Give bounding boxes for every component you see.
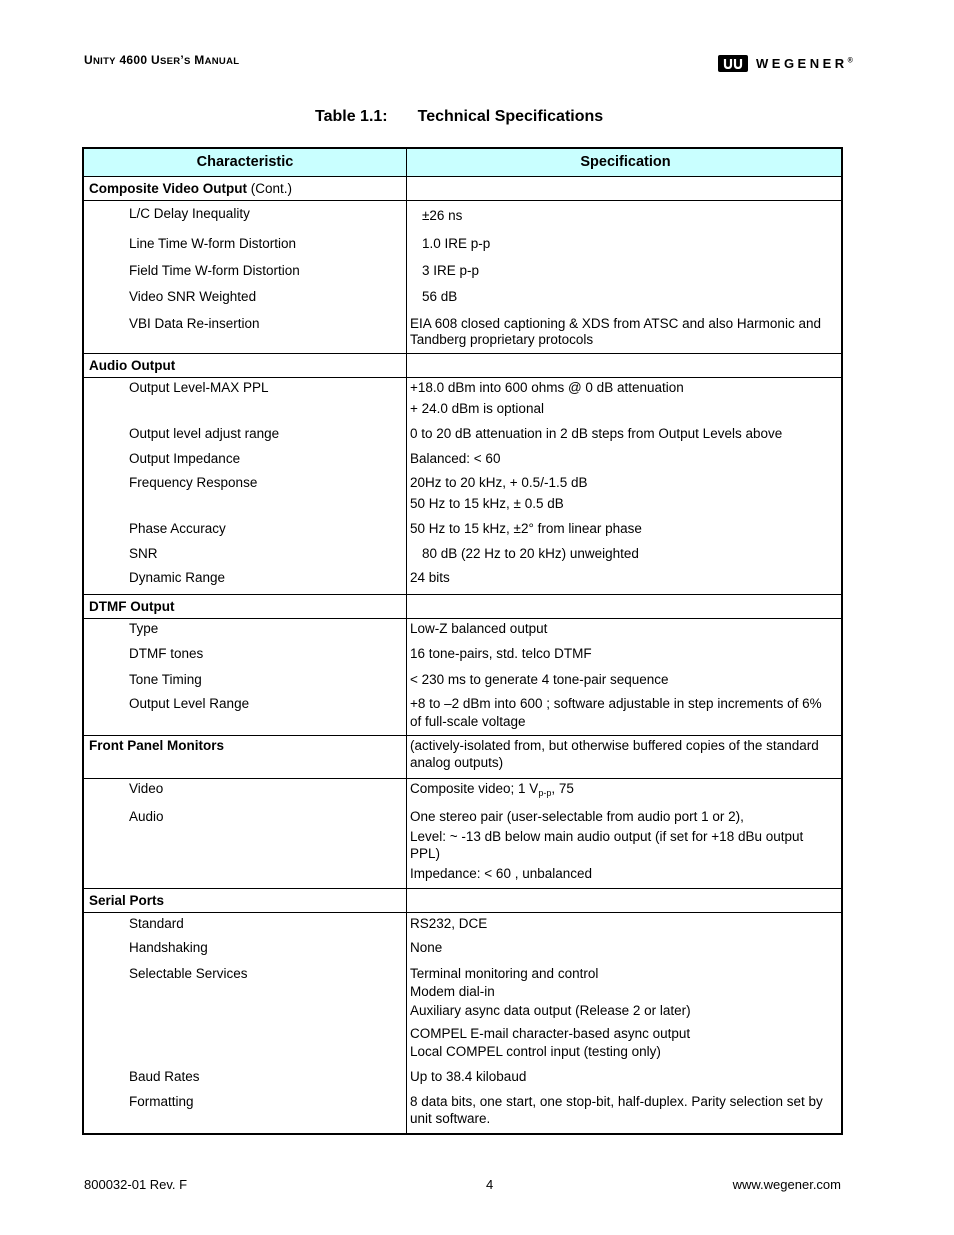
spec-value: EIA 608 closed captioning & XDS from ATSC and also Harmonic and xyxy=(410,316,821,331)
spec-value: 16 tone-pairs, std. telco DTMF xyxy=(410,646,592,661)
wegener-logo-text: WEGENER® xyxy=(756,56,857,71)
section-title: DTMF Output xyxy=(84,595,407,618)
spec-item: Video SNR Weighted xyxy=(129,289,257,304)
spec-item: VBI Data Re-insertion xyxy=(129,316,260,331)
footer-doc-number: 800032-01 Rev. F xyxy=(84,1177,188,1192)
spec-item: Line Time W-form Distortion xyxy=(129,236,297,251)
wegener-logo xyxy=(718,55,856,72)
spec-value: COMPEL E-mail character-based async output xyxy=(410,1026,691,1041)
spec-value: Low-Z balanced output xyxy=(410,621,548,636)
spec-value: Auxiliary async data output (Release 2 or later) xyxy=(410,1003,691,1018)
spec-item: Formatting xyxy=(129,1094,194,1109)
spec-item: Handshaking xyxy=(129,940,208,955)
spec-item: Tone Timing xyxy=(129,672,202,687)
section-title: Composite Video Output (Cont.) xyxy=(84,177,407,200)
wegener-logo-mark xyxy=(718,55,748,72)
spec-item: Selectable Services xyxy=(129,966,248,981)
spec-value: 80 dB (22 Hz to 20 kHz) unweighted xyxy=(422,546,639,561)
spec-value: Level: ~ -13 dB below main audio output (if set for +18 dBu output xyxy=(410,829,804,844)
spec-value: 8 data bits, one start, one stop-bit, half-duplex. Parity selection set by xyxy=(410,1094,823,1109)
spec-value: One stereo pair (user-selectable from audio port 1 or 2), xyxy=(410,809,744,824)
spec-value: of full-scale voltage xyxy=(410,714,526,729)
spec-item: Phase Accuracy xyxy=(129,521,226,536)
table-title: Table 1.1: Technical Specifications xyxy=(315,108,604,125)
spec-value: Local COMPEL control input (testing only) xyxy=(410,1044,661,1059)
spec-item: Video xyxy=(129,781,164,796)
section-title: Front Panel Monitors xyxy=(89,738,224,753)
section-body-serial-ports xyxy=(84,912,841,1133)
spec-item: L/C Delay Inequality xyxy=(129,206,250,221)
spec-item: Audio xyxy=(129,809,164,824)
section-body-front-panel-monitors xyxy=(84,778,841,888)
column-header-specification: Specification xyxy=(580,154,671,170)
spec-item: Dynamic Range xyxy=(129,570,226,585)
footer-page-number: 4 xyxy=(486,1177,494,1192)
spec-value: Modem dial-in xyxy=(410,984,495,999)
spec-value: +8 to –2 dBm into 600 ; software adjustable in step increments of 6% xyxy=(410,696,822,711)
section-body-composite-video xyxy=(84,200,841,353)
spec-value: analog outputs) xyxy=(410,755,504,770)
spec-item: DTMF tones xyxy=(129,646,204,661)
spec-value: 50 Hz to 15 kHz, ± 0.5 dB xyxy=(410,496,564,511)
technical-specifications-table xyxy=(82,147,843,1135)
spec-item: Output Level-MAX PPL xyxy=(129,380,269,395)
section-title: Audio Output xyxy=(84,354,407,377)
spec-item: Output Level Range xyxy=(129,696,250,711)
spec-value: 50 Hz to 15 kHz, ±2° from linear phase xyxy=(410,521,642,536)
spec-value: Terminal monitoring and control xyxy=(410,966,599,981)
section-title: Serial Ports xyxy=(84,889,407,912)
section-row-audio-output xyxy=(84,353,841,377)
spec-value: PPL) xyxy=(410,846,441,861)
column-header-characteristic: Characteristic xyxy=(84,149,407,176)
section-row-dtmf-output xyxy=(84,594,841,618)
spec-value: Up to 38.4 kilobaud xyxy=(410,1069,527,1084)
spec-value: (actively-isolated from, but otherwise buffered copies of the standard xyxy=(410,738,819,753)
spec-value: 24 bits xyxy=(410,570,450,585)
spec-value: Impedance: < 60 , unbalanced xyxy=(410,866,593,881)
section-row-serial-ports xyxy=(84,888,841,912)
spec-item: Output Impedance xyxy=(129,451,241,466)
spec-value: 3 IRE p-p xyxy=(422,263,480,278)
spec-item: Standard xyxy=(129,916,184,931)
spec-item: Type xyxy=(129,621,159,636)
section-row-composite-video xyxy=(84,176,841,200)
spec-item: Output level adjust range xyxy=(129,426,280,441)
spec-value: 56 dB xyxy=(422,289,458,304)
spec-value: unit software. xyxy=(410,1111,491,1126)
spec-value: 0 to 20 dB attenuation in 2 dB steps from Output Levels above xyxy=(410,426,783,441)
spec-item: SNR xyxy=(129,546,158,561)
spec-value: +18.0 dBm into 600 ohms @ 0 dB attenuation xyxy=(410,380,684,395)
section-body-dtmf-output xyxy=(84,618,841,735)
spec-value: 1.0 IRE p-p xyxy=(422,236,491,251)
spec-value: Tandberg proprietary protocols xyxy=(410,332,594,347)
spec-value: Balanced: < 60 xyxy=(410,451,501,466)
table-header-row xyxy=(84,149,841,176)
wegener-uu-icon xyxy=(723,58,743,69)
spec-value: < 230 ms to generate 4 tone-pair sequence xyxy=(410,672,669,687)
spec-value: None xyxy=(410,940,443,955)
spec-item: Baud Rates xyxy=(129,1069,200,1084)
spec-value: Composite video; 1 $V_{p-p}$, 75 xyxy=(410,781,574,798)
spec-item: Frequency Response xyxy=(129,475,258,490)
section-row-front-panel-monitors xyxy=(84,735,841,778)
spec-value: 20Hz to 20 kHz, + 0.5/-1.5 dB xyxy=(410,475,588,490)
manual-title: UNITY 4600 USER’S MANUAL xyxy=(84,53,240,67)
spec-value: + 24.0 dBm is optional xyxy=(410,401,544,416)
spec-value: ±26 ns xyxy=(422,208,463,223)
section-body-audio-output xyxy=(84,377,841,594)
spec-value: RS232, DCE xyxy=(410,916,488,931)
spec-item: Field Time W-form Distortion xyxy=(129,263,300,278)
footer-website: www.wegener.com xyxy=(732,1177,841,1192)
